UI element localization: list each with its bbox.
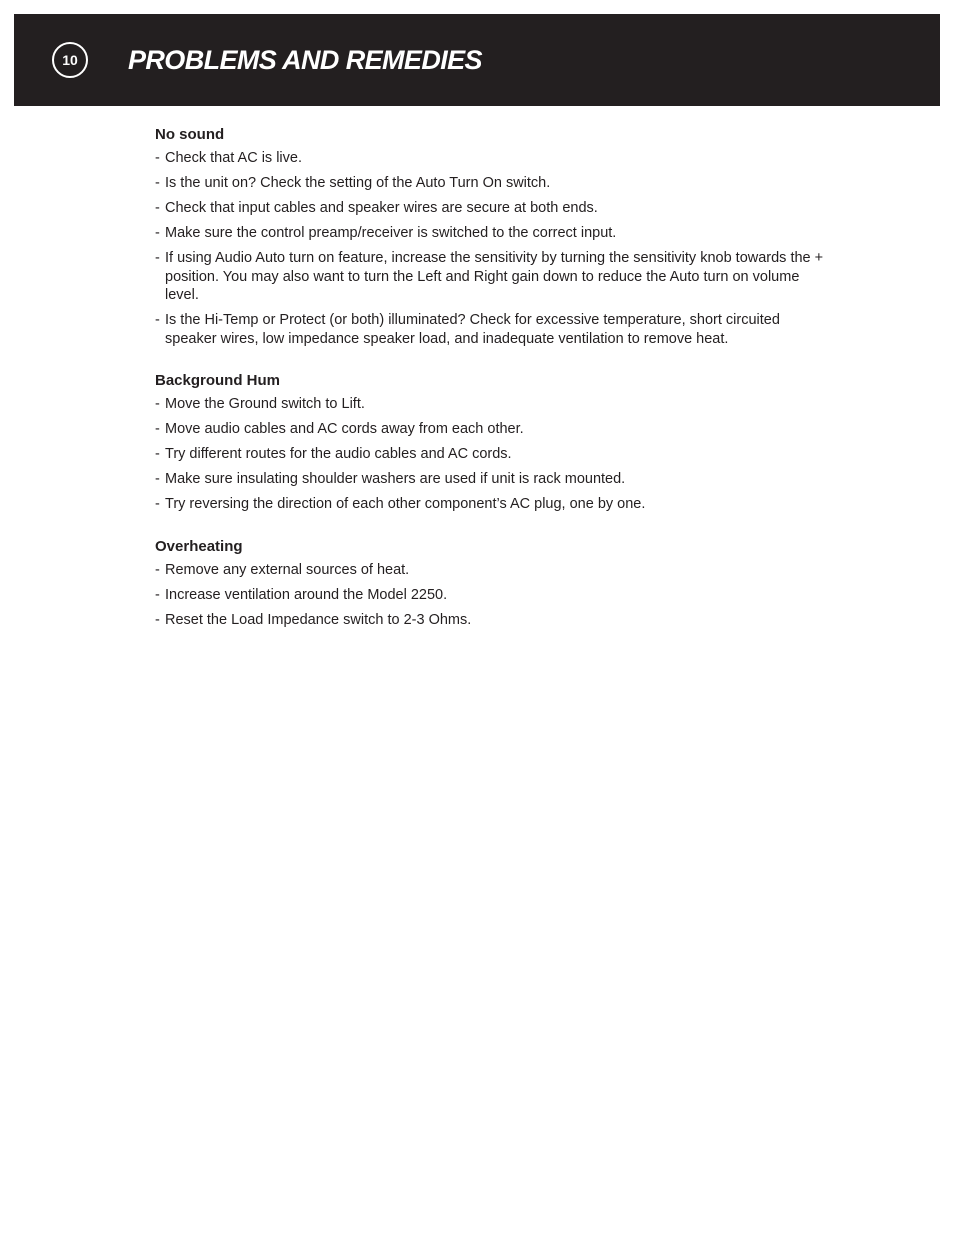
section-heading: No sound — [155, 126, 225, 143]
list-item: - Move the Ground switch to Lift. — [155, 396, 365, 412]
remedy-list — [155, 149, 835, 348]
list-item-text: Move the Ground switch to Lift. — [165, 396, 365, 412]
list-item: - Reset the Load Impedance switch to 2-3 Ohms. — [155, 611, 472, 628]
section-heading: Overheating — [155, 537, 243, 555]
list-item: - Try different routes for the audio cables and AC cords. — [155, 446, 512, 462]
list-item: - Check that input cables and speaker wires are secure at both ends. — [155, 200, 598, 216]
page-number-badge: 10 — [52, 42, 88, 78]
list-item: - Remove any external sources of heat. — [155, 561, 410, 578]
troubleshooting-content — [155, 126, 835, 653]
section-overheating — [155, 538, 835, 630]
list-item: - Check that AC is live. — [155, 150, 302, 166]
remedy-list — [155, 395, 835, 514]
list-item-text: Reset the Load Impedance switch to 2-3 Ohms. — [165, 611, 472, 628]
list-item-text: Make sure the control preamp/receiver is switched to the correct input. — [165, 225, 617, 241]
list-item-text: If using Audio Auto turn on feature, increase the sensitivity by turning the sensitivity knob towards the + position. You may also want to turn the Left and Right gain down to reduce the Auto turn on volume level. — [165, 250, 824, 303]
section-background-hum — [155, 372, 835, 514]
section-heading: Background Hum — [155, 372, 281, 389]
list-item: - Is the Hi-Temp or Protect (or both) illuminated? Check for excessive temperature, short circuited speaker wires, low impedance speaker load, and inadequate ventilation to remove heat. — [155, 312, 780, 347]
list-item-text: Is the unit on? Check the setting of the Auto Turn On switch. — [165, 175, 551, 191]
list-item-text: Check that input cables and speaker wires are secure at both ends. — [165, 200, 598, 216]
list-item-text: Increase ventilation around the Model 2250. — [165, 586, 448, 603]
list-item: - If using Audio Auto turn on feature, increase the sensitivity by turning the sensitivity knob towards the + position. You may also want to turn the Left and Right gain down to reduce the Auto turn on volume level. — [155, 250, 824, 303]
list-item-text: Move audio cables and AC cords away from each other. — [165, 421, 524, 437]
list-item-text: Try different routes for the audio cables and AC cords. — [165, 446, 512, 462]
list-item-text: Check that AC is live. — [165, 150, 302, 166]
page-title: PROBLEMS AND REMEDIES — [128, 45, 482, 75]
list-item: - Increase ventilation around the Model 2250. — [155, 586, 448, 603]
section-no-sound — [155, 126, 835, 348]
remedy-list — [155, 561, 835, 630]
list-item-text: Remove any external sources of heat. — [165, 561, 410, 578]
list-item: - Try reversing the direction of each other component’s AC plug, one by one. — [155, 496, 646, 512]
list-item: - Make sure insulating shoulder washers are used if unit is rack mounted. — [155, 471, 626, 487]
header-bar — [14, 14, 940, 106]
list-item: - Move audio cables and AC cords away from each other. — [155, 421, 524, 437]
list-item-text: Try reversing the direction of each other component’s AC plug, one by one. — [165, 496, 646, 512]
list-item: - Is the unit on? Check the setting of the Auto Turn On switch. — [155, 175, 551, 191]
list-item: - Make sure the control preamp/receiver is switched to the correct input. — [155, 225, 617, 241]
list-item-text: Make sure insulating shoulder washers are used if unit is rack mounted. — [165, 471, 626, 487]
list-item-text: Is the Hi-Temp or Protect (or both) illuminated? Check for excessive temperature, short circuited speaker wires, low impedance speaker load, and inadequate ventilation to remove heat. — [165, 312, 780, 347]
